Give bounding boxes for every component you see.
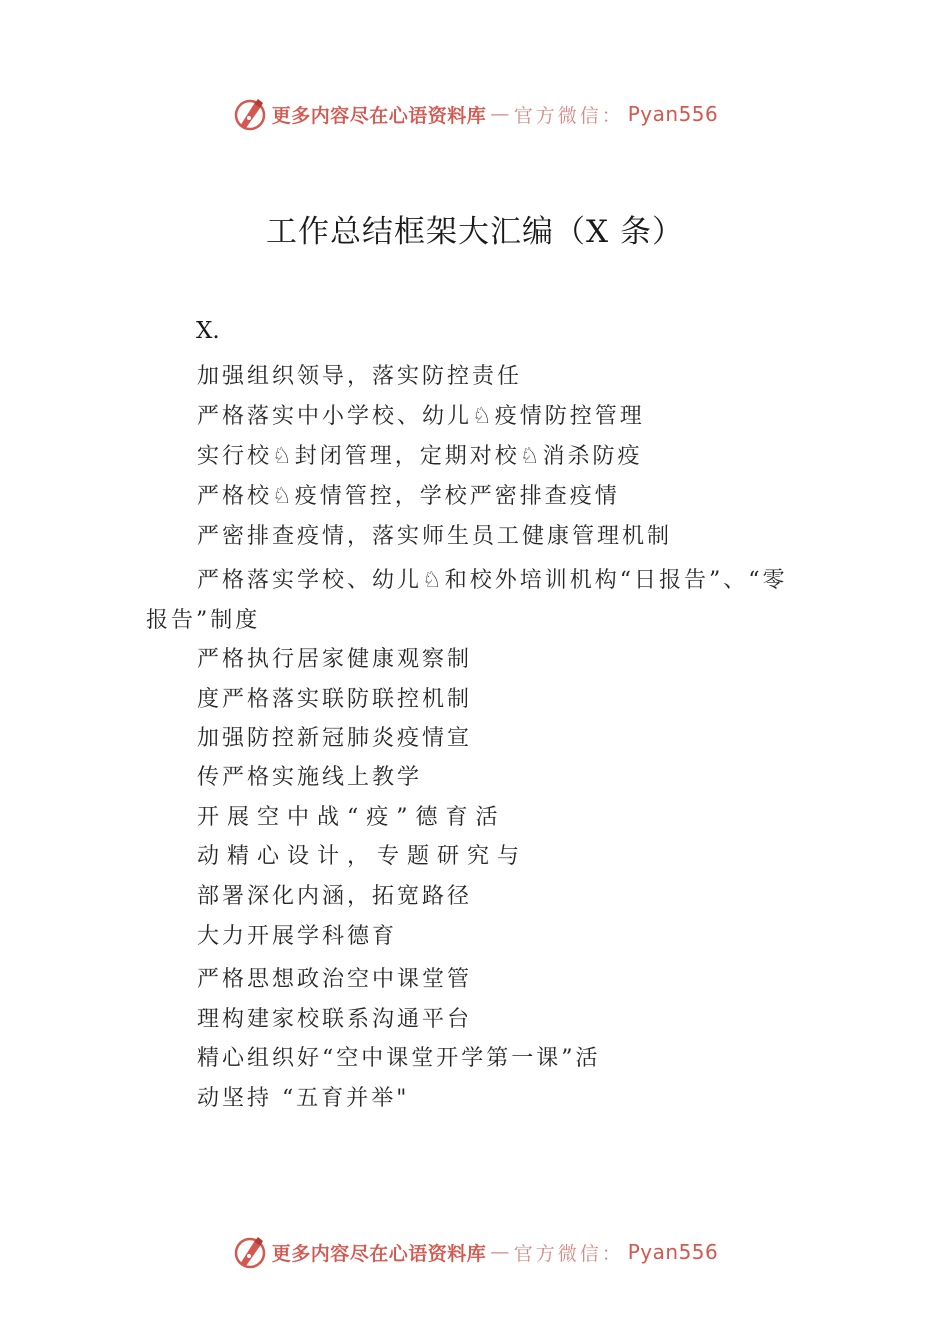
pen-nib-logo-icon [232, 1234, 268, 1270]
section-number: X. [196, 318, 220, 344]
body-line: 传严格实施线上教学 [197, 765, 423, 790]
body-line: 严格落实中小学校、幼儿♘疫情防控管理 [197, 404, 645, 429]
body-line: 大力开展学科德育 [197, 924, 398, 949]
pen-nib-logo-icon [232, 96, 268, 132]
body-line: 实行校♘封闭管理，定期对校♘消杀防疫 [197, 444, 643, 469]
body-line: 严格校♘疫情管控，学校严密排查疫情 [197, 484, 620, 509]
watermark-dash: — [490, 103, 510, 125]
body-line: 动坚持 “五育并举" [197, 1086, 410, 1111]
watermark-dash: — [490, 1241, 510, 1263]
watermark-site-name: 更多内容尽在心语资料库 [271, 104, 487, 127]
body-line: 部署深化内涵，拓宽路径 [197, 884, 473, 909]
body-line: 加强防控新冠肺炎疫情宣 [197, 726, 473, 751]
body-line: 度严格落实联防联控机制 [197, 687, 473, 712]
body-line: 精心组织好“空中课堂开学第一课”活 [197, 1046, 601, 1071]
body-line: 开展空中战“疫”德育活 [197, 805, 506, 830]
watermark-wechat-id: Pyan556 [627, 1240, 719, 1264]
watermark-label: 官方微信： [513, 104, 624, 127]
body-line: 严格执行居家健康观察制 [197, 647, 473, 672]
watermark-bottom [0, 1232, 950, 1272]
body-line: 加强组织领导，落实防控责任 [197, 364, 523, 389]
body-line: 严格思想政治空中课堂管 [197, 967, 473, 992]
body-line: 严密排查疫情，落实师生员工健康管理机制 [197, 524, 673, 549]
body-line: 理构建家校联系沟通平台 [197, 1007, 473, 1032]
body-line: 严格落实学校、幼儿♘和校外培训机构“日报告”、“零 [197, 568, 788, 593]
watermark-top [0, 94, 950, 134]
watermark-site-name: 更多内容尽在心语资料库 [271, 1242, 487, 1265]
body-line: 动精心设计，专题研究与 [197, 844, 528, 869]
document-title: 工作总结框架大汇编（X 条） [266, 214, 684, 250]
body-line-continuation: 报告”制度 [146, 608, 261, 633]
watermark-wechat-id: Pyan556 [627, 102, 719, 126]
watermark-label: 官方微信： [513, 1242, 624, 1265]
